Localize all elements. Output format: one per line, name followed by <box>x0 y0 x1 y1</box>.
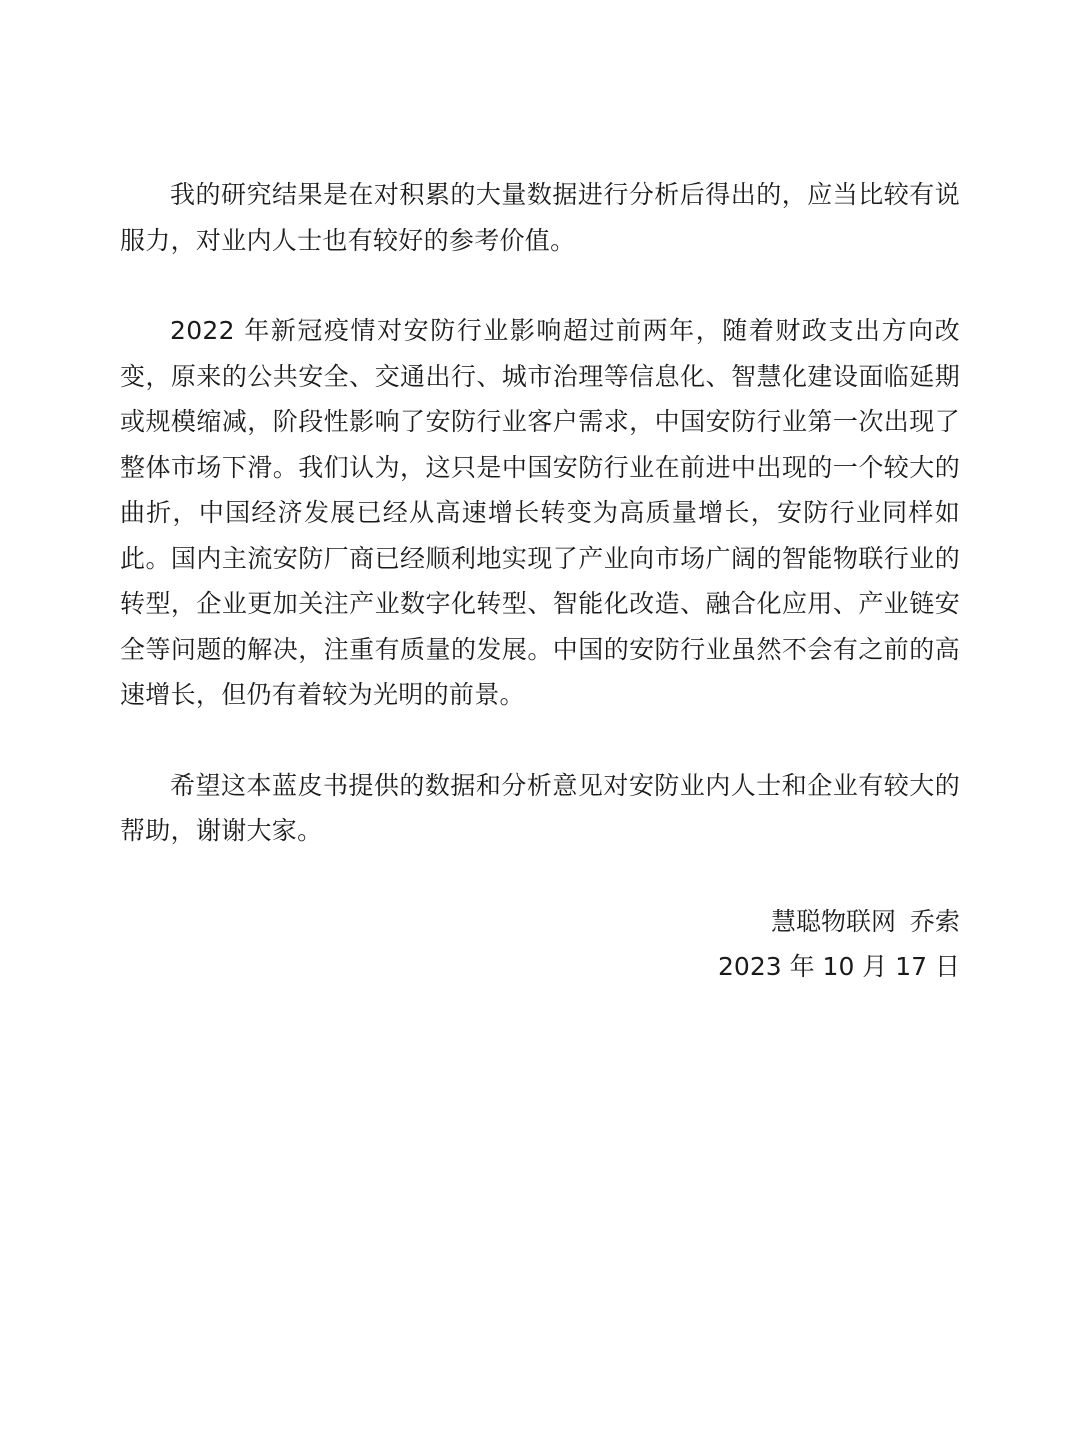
signature-date: 2023 年 10 月 17 日 <box>718 952 960 981</box>
signature-author: 乔索 <box>909 906 960 936</box>
signature-line <box>120 899 960 945</box>
document-page <box>120 172 960 990</box>
paragraph-2: 2022 年新冠疫情对安防行业影响超过前两年，随着财政支出方向改变，原来的公共安全、交通出行、城市治理等信息化、智慧化建设面临延期或规模缩减，阶段性影响了安防行业客户需求，中国安防行业第一次出现了整体市场下滑。我们认为，这只是中国安防行业在前进中出现的一个较大的曲折，中国经济发展已经从高速增长转变为高质量增长，安防行业同样如此。国内主流安防厂商已经顺利地实现了产业向市场广阔的智能物联行业的转型，企业更加关注产业数字化转型、智能化改造、融合化应用、产业链安全等问题的解决，注重有质量的发展。中国的安防行业虽然不会有之前的高速增长，但仍有着较为光明的前景。 <box>120 316 960 709</box>
signature-organization: 慧聪物联网 <box>770 906 896 936</box>
signature-block <box>120 899 960 990</box>
paragraph-1: 我的研究结果是在对积累的大量数据进行分析后得出的，应当比较有说服力，对业内人士也有较好的参考价值。 <box>120 180 960 255</box>
paragraph-3: 希望这本蓝皮书提供的数据和分析意见对安防业内人士和企业有较大的帮助，谢谢大家。 <box>120 770 960 845</box>
